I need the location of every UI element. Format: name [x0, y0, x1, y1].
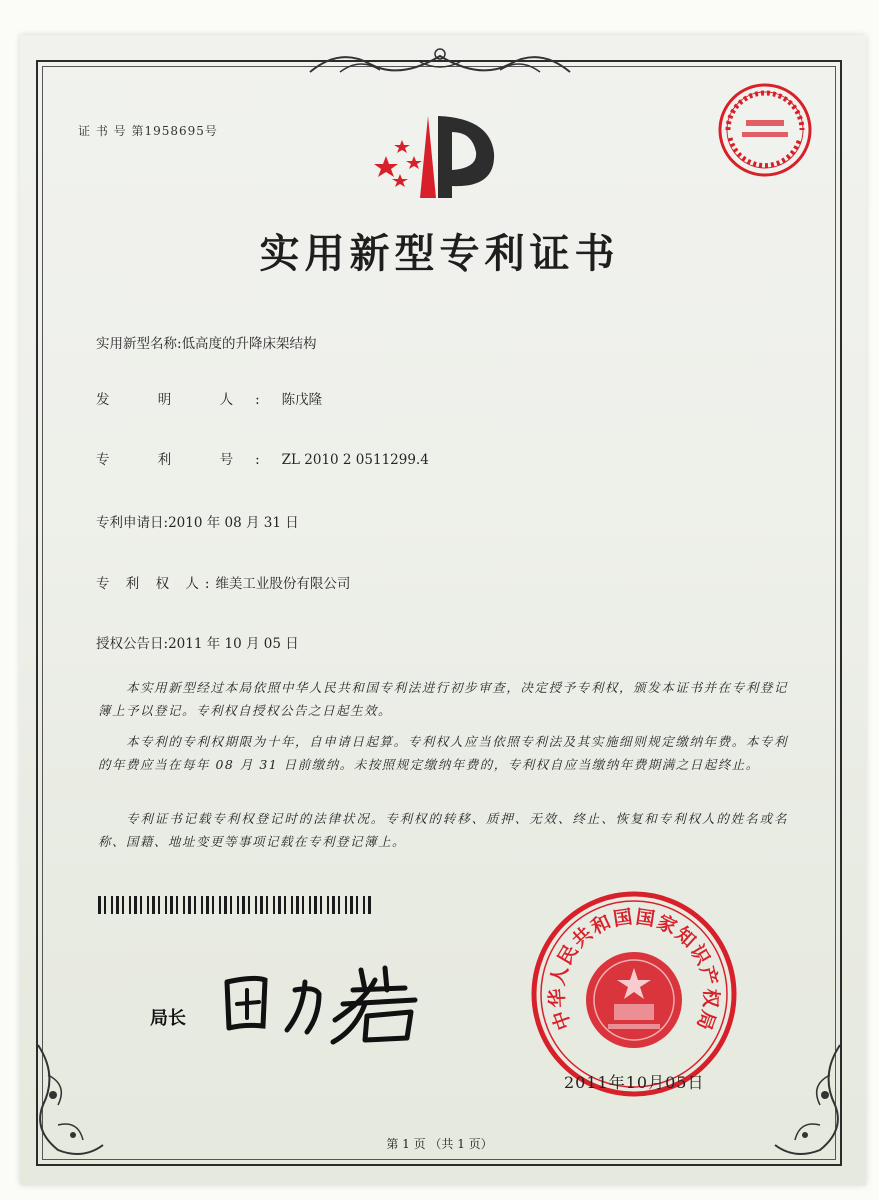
body-paragraph-2: 本专利的专利权期限为十年，自申请日起算。专利权人应当依照专利法及其实施细则规定缴纳年费。本专利的年费应当在每年 08 月 31 日前缴纳。未按照规定缴纳年费的，专利权自应当缴纳年费期满之日起终止。	[98, 734, 788, 772]
barcode-bar	[140, 896, 142, 914]
barcode-bar	[345, 896, 347, 914]
barcode-bar	[363, 896, 365, 914]
seal-ring-char: 局	[692, 1007, 720, 1033]
seal-ring-char: 知	[671, 922, 700, 952]
barcode-bar	[273, 896, 275, 914]
patent-number-label: 专 利 号:	[96, 452, 282, 468]
barcode-bar	[158, 896, 160, 914]
cnipa-official-seal-icon	[528, 888, 740, 1100]
patent-number-field	[96, 448, 429, 468]
patentee-value: 维美工业股份有限公司	[215, 576, 351, 592]
barcode-bar	[320, 896, 322, 914]
grant-date-label: 授权公告日:	[96, 636, 169, 652]
barcode-bar	[134, 896, 137, 914]
seal-ring-char: 国	[634, 906, 657, 931]
barcode-bar	[183, 896, 185, 914]
filing-date-value: 2010 年 08 月 31 日	[168, 515, 299, 531]
filing-date-field	[96, 511, 299, 531]
director-signature-icon	[215, 960, 435, 1050]
seal-ring-char: 权	[698, 988, 722, 1009]
barcode-bar	[176, 896, 178, 914]
filing-date-label: 专利申请日:	[96, 515, 169, 531]
barcode-bar	[147, 896, 149, 914]
barcode-bar	[284, 896, 286, 914]
barcode-icon	[98, 896, 376, 914]
certificate-title: 实用新型专利证书	[259, 230, 620, 277]
design-name-field	[96, 332, 317, 352]
page-number: 第 1 页 （共 1 页）	[386, 1137, 493, 1151]
barcode-bar	[356, 896, 358, 914]
barcode-bar	[278, 896, 281, 914]
barcode-bar	[248, 896, 250, 914]
body-paragraph-3: 专利证书记载专利权登记时的法律状况。专利权的转移、质押、无效、终止、恢复和专利权人的姓名或名称、国籍、地址变更等事项记载在专利登记簿上。	[98, 811, 788, 849]
patentee-field	[96, 572, 350, 592]
barcode-bar	[338, 896, 340, 914]
agency-seal-icon	[704, 80, 826, 180]
barcode-bar	[170, 896, 173, 914]
barcode-bar	[309, 896, 311, 914]
inventor-label: 发 明 人:	[96, 392, 282, 408]
barcode-bar	[152, 896, 155, 914]
barcode-bar	[327, 896, 329, 914]
barcode-bar	[332, 896, 335, 914]
seal-ring-char: 识	[685, 941, 715, 969]
barcode-bar	[122, 896, 124, 914]
seal-ring-char: 华	[546, 988, 570, 1009]
design-name-label: 实用新型名称:	[96, 336, 182, 352]
grant-date-value: 2011 年 10 月 05 日	[168, 636, 299, 652]
barcode-bar	[104, 896, 106, 914]
barcode-bar	[201, 896, 203, 914]
seal-ring-char: 共	[568, 922, 597, 952]
barcode-bar	[194, 896, 196, 914]
barcode-bar	[255, 896, 257, 914]
barcode-bar	[266, 896, 268, 914]
seal-ring-char: 国	[611, 906, 634, 931]
grant-date-field	[96, 632, 299, 652]
director-label: 局长	[150, 1008, 186, 1029]
barcode-bar	[129, 896, 131, 914]
inventor-value: 陈戊隆	[281, 392, 323, 408]
patentee-label: 专 利 权 人:	[96, 576, 216, 592]
certificate-number: 证 书 号 第1958695号	[78, 124, 218, 138]
seal-ring-char: 中	[548, 1007, 576, 1033]
barcode-bar	[291, 896, 293, 914]
barcode-bar	[98, 896, 101, 914]
barcode-bar	[230, 896, 232, 914]
seal-ring-char: 产	[695, 963, 722, 988]
barcode-bar	[224, 896, 227, 914]
patent-number-value: ZL 2010 2 0511299.4	[281, 452, 429, 468]
barcode-bar	[116, 896, 119, 914]
body-paragraph-1: 本实用新型经过本局依照中华人民共和国专利法进行初步审查，决定授予专利权，颁发本证书并在专利登记簿上予以登记。专利权自授权公告之日起生效。	[98, 680, 788, 718]
barcode-bar	[242, 896, 245, 914]
seal-ring-char: 人	[546, 963, 573, 988]
seal-ring-char: 和	[587, 910, 615, 939]
barcode-bar	[368, 896, 371, 914]
barcode-bar	[260, 896, 263, 914]
barcode-bar	[206, 896, 209, 914]
barcode-bar	[188, 896, 191, 914]
seal-ring-char: 民	[553, 941, 583, 969]
inventor-field	[96, 388, 322, 408]
barcode-bar	[302, 896, 304, 914]
barcode-bar	[212, 896, 214, 914]
barcode-bar	[165, 896, 167, 914]
seal-date: 2011年10月05日	[564, 1073, 705, 1092]
cnipa-emblem-icon	[372, 108, 512, 208]
barcode-bar	[350, 896, 353, 914]
seal-ring-char: 家	[653, 910, 681, 939]
barcode-bar	[237, 896, 239, 914]
barcode-bar	[111, 896, 113, 914]
barcode-bar	[314, 896, 317, 914]
top-ornament-icon	[300, 42, 580, 82]
design-name-value: 低高度的升降床架结构	[181, 336, 317, 352]
barcode-bar	[296, 896, 299, 914]
barcode-bar	[219, 896, 221, 914]
